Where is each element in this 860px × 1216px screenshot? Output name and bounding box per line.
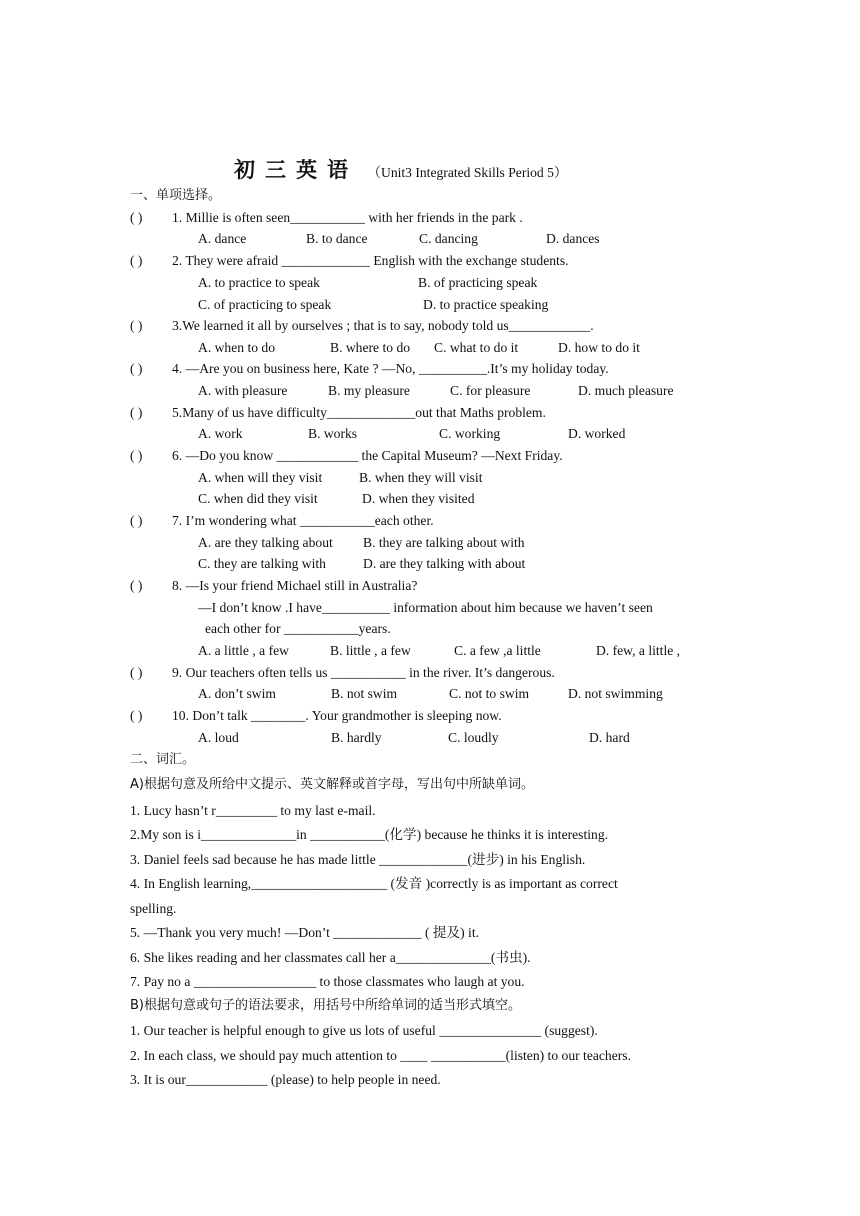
option-d: D. are they talking with about (363, 556, 526, 571)
part-b-instructions: B)根据句意或句子的语法要求，用括号中所给单词的适当形式填空。 (130, 998, 521, 1013)
question-8-reply: —I don’t know .I have__________ information about him because we haven’t seen (198, 600, 653, 615)
question-text: 6. —Do you know ____________ the Capital Museum? —Next Friday. (172, 448, 563, 463)
option-d: D. few, a little , (596, 643, 681, 658)
option-a: A. when will they visit (198, 470, 323, 485)
part-b-item-1: 1. Our teacher is helpful enough to give us lots of useful _______________ (suggest). (130, 1023, 598, 1038)
option-b: B. to dance (306, 231, 368, 246)
option-b: B. works (308, 426, 358, 441)
option-a: A. a little , a few (198, 643, 289, 658)
answer-bracket[interactable]: ( ) (130, 513, 143, 528)
answer-bracket[interactable]: ( ) (130, 708, 143, 723)
part-a-item-4: 4. In English learning,____________________ (发音 )correctly is as important as correct (130, 876, 618, 891)
part-a-instructions: A)根据句意及所给中文提示、英文解释或首字母，写出句中所缺单词。 (130, 777, 534, 792)
part-a-item-4-cont: spelling. (130, 901, 177, 916)
option-a: A. when to do (198, 340, 276, 355)
option-b: B. of practicing speak (418, 275, 538, 290)
answer-bracket[interactable]: ( ) (130, 210, 143, 225)
question-text: 5.Many of us have difficulty_____________out that Maths problem. (172, 405, 546, 420)
option-b: B. when they will visit (359, 470, 483, 485)
option-c: C. not to swim (449, 686, 530, 701)
answer-bracket[interactable]: ( ) (130, 665, 143, 680)
question-text: 2. They were afraid _____________ English with the exchange students. (172, 253, 569, 268)
option-b: B. little , a few (330, 643, 411, 658)
answer-bracket[interactable]: ( ) (130, 448, 143, 463)
title-subtitle: （Unit3 Integrated Skills Period 5） (367, 165, 568, 180)
question-text: 3.We learned it all by ourselves ; that is to say, nobody told us____________. (172, 318, 594, 333)
part-b-item-3: 3. It is our____________ (please) to help people in need. (130, 1072, 441, 1087)
option-d: D. hard (589, 730, 630, 745)
option-c: C. working (439, 426, 501, 441)
option-d: D. not swimming (568, 686, 663, 701)
option-c: C. what to do it (434, 340, 519, 355)
part-b-item-2: 2. In each class, we should pay much attention to ____ ___________(listen) to our teachers. (130, 1048, 631, 1063)
option-a: A. to practice to speak (198, 275, 320, 290)
option-c: C. a few ,a little (454, 643, 541, 658)
option-d: D. much pleasure (578, 383, 674, 398)
option-b: B. hardly (331, 730, 382, 745)
question-8-reply-cont: each other for ___________years. (205, 621, 391, 636)
part-a-item-6: 6. She likes reading and her classmates call her a______________(书虫). (130, 950, 531, 965)
part-a-item-2: 2.My son is i______________in ___________(化学) because he thinks it is interesting. (130, 827, 609, 842)
option-a: A. dance (198, 231, 247, 246)
question-text: 10. Don’t talk ________. Your grandmother is sleeping now. (172, 708, 502, 723)
option-a: A. with pleasure (198, 383, 288, 398)
answer-bracket[interactable]: ( ) (130, 578, 143, 593)
option-b: B. where to do (330, 340, 411, 355)
answer-bracket[interactable]: ( ) (130, 361, 143, 376)
option-c: C. for pleasure (450, 383, 531, 398)
option-d: D. how to do it (558, 340, 640, 355)
option-b: B. my pleasure (328, 383, 410, 398)
part-a-item-5: 5. —Thank you very much! —Don’t _____________ ( 提及) it. (130, 925, 479, 940)
part-a-item-1: 1. Lucy hasn’t r_________ to my last e-mail. (130, 803, 376, 818)
option-a: A. are they talking about (198, 535, 333, 550)
option-d: D. when they visited (362, 491, 475, 506)
option-d: D. worked (568, 426, 626, 441)
question-text: 7. I’m wondering what ___________each other. (172, 513, 434, 528)
answer-bracket[interactable]: ( ) (130, 318, 143, 333)
option-c: C. of practicing to speak (198, 297, 332, 312)
answer-bracket[interactable]: ( ) (130, 405, 143, 420)
option-c: C. loudly (448, 730, 499, 745)
worksheet-title (234, 154, 568, 184)
question-text: 8. —Is your friend Michael still in Australia? (172, 578, 418, 593)
option-d: D. dances (546, 231, 600, 246)
option-c: C. they are talking with (198, 556, 326, 571)
option-d: D. to practice speaking (423, 297, 549, 312)
answer-bracket[interactable]: ( ) (130, 253, 143, 268)
option-c: C. when did they visit (198, 491, 318, 506)
question-text: 4. —Are you on business here, Kate ? —No, __________.It’s my holiday today. (172, 361, 609, 376)
section-heading-choice: 一、单项选择。 (130, 188, 222, 203)
question-text: 1. Millie is often seen___________ with her friends in the park . (172, 210, 523, 225)
title-chinese: 初三英语 (234, 158, 358, 182)
option-a: A. work (198, 426, 243, 441)
part-a-item-7: 7. Pay no a __________________ to those classmates who laugh at you. (130, 974, 525, 989)
option-c: C. dancing (419, 231, 478, 246)
option-b: B. not swim (331, 686, 398, 701)
option-a: A. loud (198, 730, 239, 745)
option-a: A. don’t swim (198, 686, 276, 701)
part-a-item-3: 3. Daniel feels sad because he has made little _____________(进步) in his English. (130, 852, 586, 867)
option-b: B. they are talking about with (363, 535, 525, 550)
question-text: 9. Our teachers often tells us ___________ in the river. It’s dangerous. (172, 665, 555, 680)
section-heading-vocabulary: 二、词汇。 (130, 752, 196, 767)
